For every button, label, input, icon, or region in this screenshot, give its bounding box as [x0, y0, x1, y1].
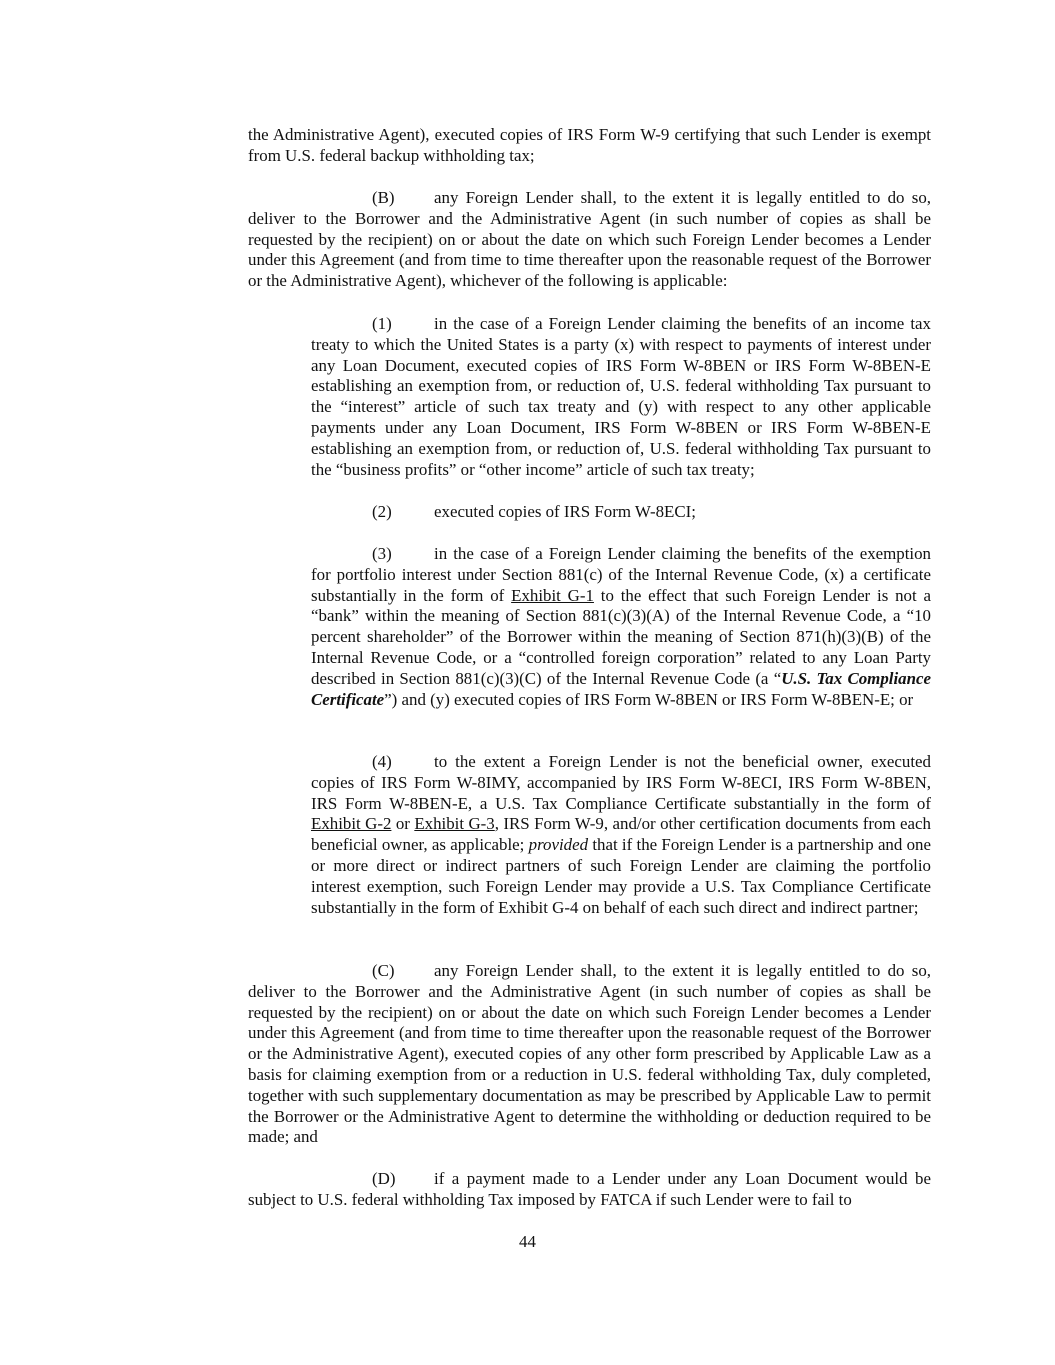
- clause-b-4: [311, 752, 931, 918]
- clause-b-4-text-2: or: [391, 814, 415, 834]
- clause-b-text: any Foreign Lender shall, to the extent it is legally entitled to do so, deliver to the Borrower and the Administrative Agent (in such number of copies as shall be requested by the recipient) on or about the date on which such Foreign Lender becomes a Lender under this Agreement (and from time to time thereafter upon the reasonable request of the Borrower or the Administrative Agent), whichever of the following is applicable:: [248, 188, 931, 291]
- exhibit-g-3-reference: Exhibit G-3: [414, 814, 495, 834]
- clause-b-4-text-4: that if the Foreign Lender is a partnership and one or more direct or indirect partners of such Foreign Lender are claiming the portfolio interest exemption, such Foreign Lender may provide a U.S. Tax Compliance Certificate substantially in the form of Exhibit G-4 on behalf of each such direct and indirect partner;: [311, 835, 931, 917]
- clause-c: [248, 961, 931, 1148]
- page-number: 44: [519, 1232, 536, 1251]
- clause-b-2-label: (2): [372, 502, 392, 521]
- clause-b-3-text: in the case of a Foreign Lender claiming the benefits of the exemption for portfolio interest under Section 881(c) of the Internal Revenue Code, (x) a certificate substantially in the form of: [311, 544, 931, 605]
- clause-b-label: (B): [372, 188, 395, 207]
- paragraph-text: the Administrative Agent), executed copies of IRS Form W-9 certifying that such Lender is exempt from U.S. federal backup withholding tax;: [248, 125, 931, 165]
- clause-d: [248, 1169, 931, 1211]
- defined-term: U.S. Tax Compliance Certificate: [311, 668, 931, 709]
- clause-b-2: [311, 502, 931, 523]
- exhibit-g-1-reference: Exhibit G-1: [511, 585, 594, 605]
- clause-b-3-text-3: ”) and (y) executed copies of IRS Form W-8BEN or IRS Form W-8BEN-E; or: [384, 689, 914, 709]
- provided-term: provided: [528, 835, 589, 855]
- clause-b-3: [311, 544, 931, 710]
- clause-b-1: [311, 314, 931, 480]
- clause-b-4-text: to the extent a Foreign Lender is not the beneficial owner, executed copies of IRS Form W-8IMY, accompanied by IRS Form W-8ECI, IRS Form W-8BEN, IRS Form W-8BEN-E, a U.S. Tax Compliance Certificate substantially in the form of: [311, 752, 931, 813]
- clause-b-4-text-3: , IRS Form W-9, and/or other certification documents from each beneficial owner, as applicable;: [311, 814, 931, 855]
- clause-b-1-text: in the case of a Foreign Lender claiming the benefits of an income tax treaty to which the United States is a party (x) with respect to payments of interest under any Loan Document, executed copies of IRS Form W-8BEN or IRS Form W-8BEN-E establishing an exemption from, or reduction of, U.S. federal withholding Tax pursuant to the “interest” article of such tax treaty and (y) with respect to any other applicable payments under any Loan Document, IRS Form W-8BEN or IRS Form W-8BEN-E establishing an exemption from, or reduction of, U.S. federal withholding Tax pursuant to the “business profits” or “other income” article of such tax treaty;: [311, 314, 931, 479]
- clause-d-text: if a payment made to a Lender under any Loan Document would be subject to U.S. federal withholding Tax imposed by FATCA if such Lender were to fail to: [248, 1169, 931, 1209]
- clause-c-text: any Foreign Lender shall, to the extent it is legally entitled to do so, deliver to the Borrower and the Administrative Agent (in such number of copies as shall be requested by the recipient) on or about the date on which such Foreign Lender becomes a Lender under this Agreement (and from time to time thereafter upon the reasonable request of the Borrower or the Administrative Agent), executed copies of any other form prescribed by Applicable Law as a basis for claiming exemption from or a reduction in U.S. federal withholding Tax, duly completed, together with such supplementary documentation as may be prescribed by Applicable Law to permit the Borrower or the Administrative Agent to determine the withholding or deduction required to be made; and: [248, 961, 931, 1147]
- clause-b-3-text-2: to the effect that such Foreign Lender is not a “bank” within the meaning of Section 881(c)(3)(A) of the Internal Revenue Code, a “10 percent shareholder” of the Borrower within the meaning of Section 871(h)(3)(B) of the Internal Revenue Code, or a “controlled foreign corporation” related to any Loan Party described in Section 881(c)(3)(C) of the Internal Revenue Code (a “: [311, 585, 931, 688]
- clause-b: [248, 188, 931, 292]
- clause-b-3-label: (3): [372, 544, 392, 563]
- clause-b-1-label: (1): [372, 314, 392, 333]
- clause-b-2-text: executed copies of IRS Form W-8ECI;: [434, 502, 696, 521]
- clause-c-label: (C): [372, 961, 395, 980]
- clause-d-label: (D): [372, 1169, 396, 1188]
- paragraph-continuation: [248, 125, 931, 167]
- clause-b-4-label: (4): [372, 752, 392, 771]
- exhibit-g-2-reference: Exhibit G-2: [311, 814, 392, 834]
